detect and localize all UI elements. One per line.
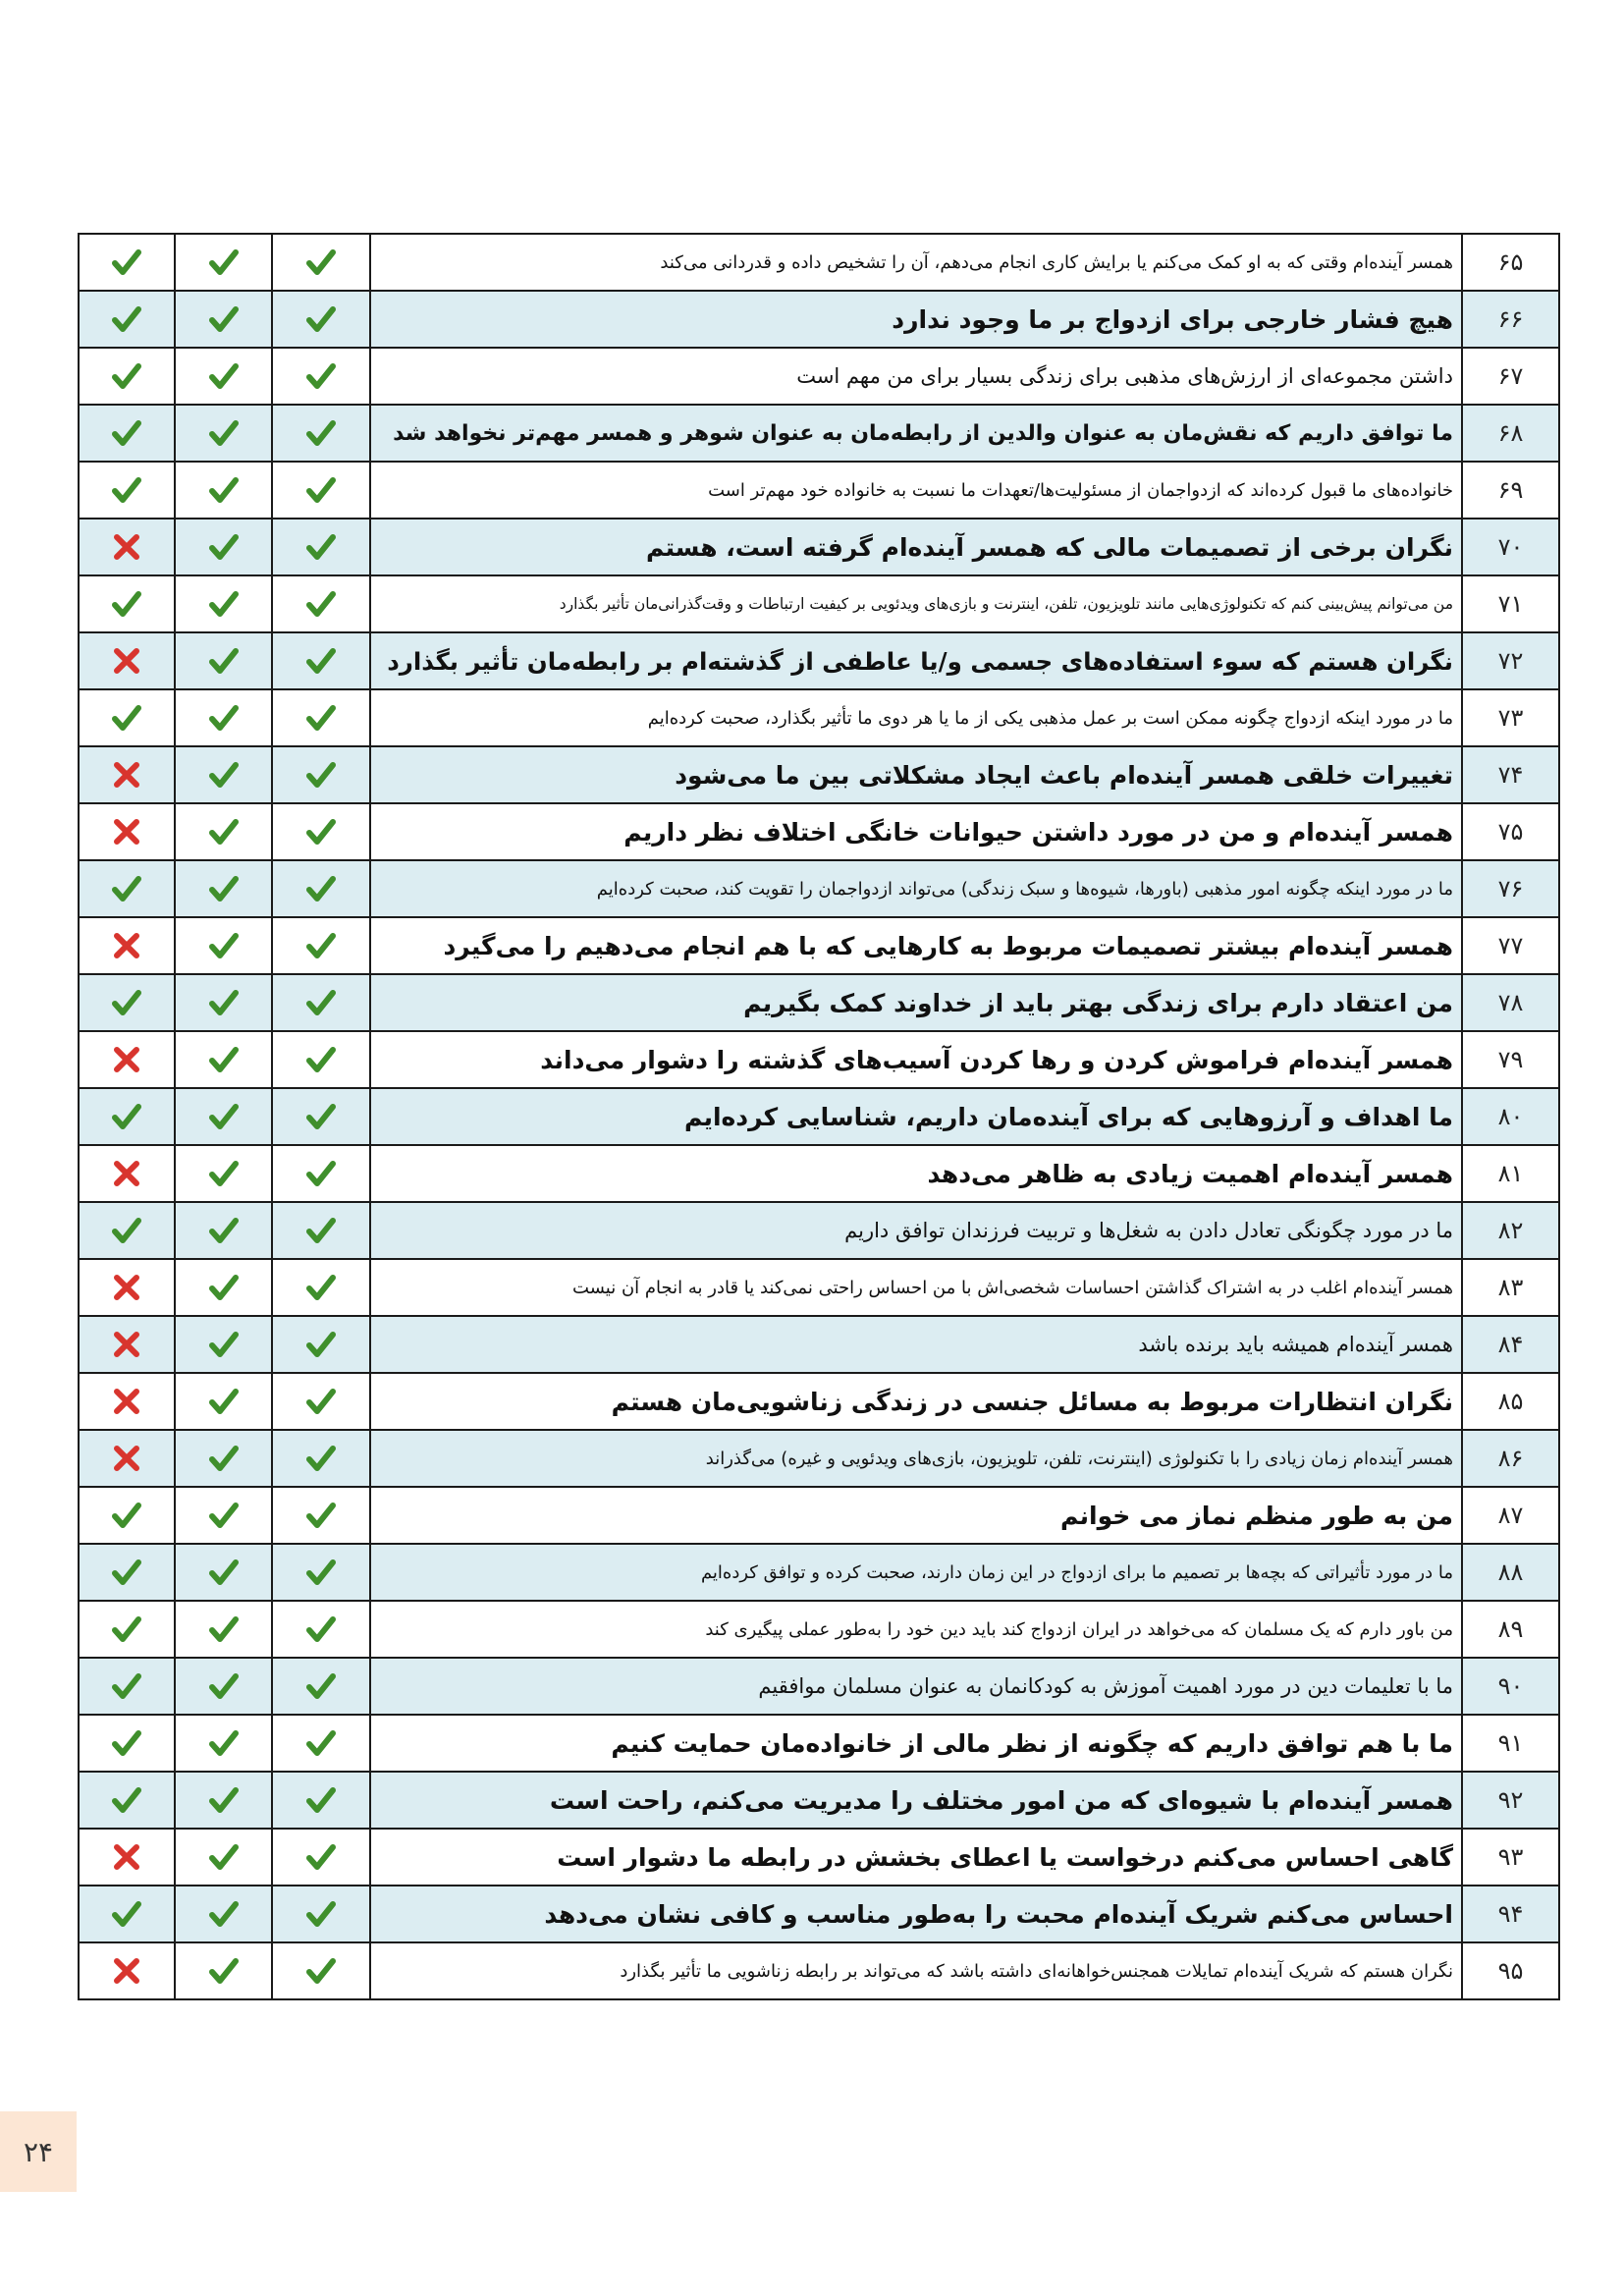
check-icon	[207, 1442, 241, 1475]
cross-icon	[110, 1157, 143, 1190]
check-icon	[304, 1442, 338, 1475]
mark-cell-2	[175, 1772, 272, 1829]
check-icon	[207, 530, 241, 564]
mark-cell-3	[272, 1487, 370, 1544]
mark-cell-2	[175, 291, 272, 348]
row-number: ۸۱	[1462, 1145, 1559, 1202]
check-icon	[110, 1499, 143, 1532]
mark-cell-2	[175, 974, 272, 1031]
table-row	[79, 1942, 1559, 1999]
table-row	[79, 1658, 1559, 1715]
check-icon	[207, 1328, 241, 1361]
table-row	[79, 405, 1559, 462]
check-icon	[304, 872, 338, 905]
mark-cell-3	[272, 405, 370, 462]
mark-cell-2	[175, 1715, 272, 1772]
mark-cell-1	[79, 234, 175, 291]
statement-text: همسر آینده‌ام با شیوه‌ای که من امور مختلف را مدیریت می‌کنم، راحت است	[370, 1772, 1462, 1829]
check-icon	[304, 1157, 338, 1190]
check-icon	[304, 416, 338, 450]
table-row	[79, 917, 1559, 974]
mark-cell-2	[175, 1373, 272, 1430]
check-icon	[207, 1499, 241, 1532]
row-number: ۹۴	[1462, 1886, 1559, 1942]
statement-text: ما در مورد اینکه چگونه امور مذهبی (باورها، شیوه‌ها و سبک زندگی) می‌تواند ازدواجمان را تقویت کند، صحبت کرده‌ایم	[370, 860, 1462, 917]
check-icon	[304, 1271, 338, 1304]
check-icon	[304, 701, 338, 735]
check-icon	[304, 1840, 338, 1874]
check-icon	[207, 929, 241, 962]
table-row	[79, 234, 1559, 291]
mark-cell-1	[79, 1601, 175, 1658]
row-number: ۷۸	[1462, 974, 1559, 1031]
mark-cell-1	[79, 1544, 175, 1601]
check-icon	[110, 1669, 143, 1703]
mark-cell-1	[79, 1259, 175, 1316]
mark-cell-3	[272, 746, 370, 803]
table-row	[79, 1430, 1559, 1487]
mark-cell-3	[272, 348, 370, 405]
mark-cell-2	[175, 632, 272, 689]
mark-cell-1	[79, 1088, 175, 1145]
check-icon	[110, 1613, 143, 1646]
row-number: ۷۱	[1462, 575, 1559, 632]
mark-cell-1	[79, 1886, 175, 1942]
statement-text: من اعتقاد دارم برای زندگی بهتر باید از خداوند کمک بگیریم	[370, 974, 1462, 1031]
mark-cell-1	[79, 917, 175, 974]
mark-cell-3	[272, 1088, 370, 1145]
mark-cell-1	[79, 1715, 175, 1772]
statement-text: ما در مورد چگونگی تعادل دادن به شغل‌ها و تربیت فرزندان توافق داریم	[370, 1202, 1462, 1259]
statement-text: احساس می‌کنم شریک آینده‌ام محبت را به‌طور مناسب و کافی نشان می‌دهد	[370, 1886, 1462, 1942]
cross-icon	[110, 1442, 143, 1475]
table-row	[79, 1373, 1559, 1430]
row-number: ۸۴	[1462, 1316, 1559, 1373]
mark-cell-3	[272, 974, 370, 1031]
mark-cell-2	[175, 462, 272, 519]
table-row	[79, 1886, 1559, 1942]
check-icon	[304, 1100, 338, 1133]
table-row	[79, 1601, 1559, 1658]
check-icon	[304, 530, 338, 564]
table-row	[79, 803, 1559, 860]
row-number: ۷۹	[1462, 1031, 1559, 1088]
row-number: ۸۸	[1462, 1544, 1559, 1601]
statement-text: من باور دارم که یک مسلمان که می‌خواهد در ایران ازدواج کند باید دین خود را به‌طور عملی پیگیری کند	[370, 1601, 1462, 1658]
mark-cell-3	[272, 1544, 370, 1601]
table-row	[79, 462, 1559, 519]
cross-icon	[110, 758, 143, 792]
mark-cell-1	[79, 860, 175, 917]
mark-cell-3	[272, 689, 370, 746]
row-number: ۶۵	[1462, 234, 1559, 291]
check-icon	[110, 302, 143, 336]
mark-cell-2	[175, 860, 272, 917]
check-icon	[110, 1556, 143, 1589]
table-row	[79, 974, 1559, 1031]
check-icon	[304, 473, 338, 507]
mark-cell-2	[175, 1942, 272, 1999]
statement-text: تغییرات خلقی همسر آینده‌ام باعث ایجاد مشکلاتی بین ما می‌شود	[370, 746, 1462, 803]
mark-cell-3	[272, 803, 370, 860]
row-number: ۷۷	[1462, 917, 1559, 974]
row-number: ۶۶	[1462, 291, 1559, 348]
check-icon	[207, 701, 241, 735]
row-number: ۷۴	[1462, 746, 1559, 803]
table-row	[79, 1772, 1559, 1829]
mark-cell-1	[79, 974, 175, 1031]
mark-cell-1	[79, 1145, 175, 1202]
mark-cell-1	[79, 1202, 175, 1259]
mark-cell-2	[175, 1202, 272, 1259]
check-icon	[110, 246, 143, 279]
row-number: ۹۰	[1462, 1658, 1559, 1715]
statement-text: خانواده‌های ما قبول کرده‌اند که ازدواجمان از مسئولیت‌ها/تعهدات ما نسبت به خانواده خود مهم‌تر است	[370, 462, 1462, 519]
mark-cell-1	[79, 689, 175, 746]
row-number: ۹۱	[1462, 1715, 1559, 1772]
mark-cell-1	[79, 1373, 175, 1430]
row-number: ۸۷	[1462, 1487, 1559, 1544]
mark-cell-3	[272, 632, 370, 689]
check-icon	[304, 246, 338, 279]
check-icon	[110, 416, 143, 450]
row-number: ۸۵	[1462, 1373, 1559, 1430]
row-number: ۷۶	[1462, 860, 1559, 917]
table-row	[79, 1316, 1559, 1373]
mark-cell-3	[272, 1202, 370, 1259]
check-icon	[304, 1897, 338, 1931]
mark-cell-3	[272, 1145, 370, 1202]
check-icon	[207, 1271, 241, 1304]
check-icon	[207, 1100, 241, 1133]
mark-cell-3	[272, 462, 370, 519]
statement-text: همسر آینده‌ام بیشتر تصمیمات مربوط به کارهایی که با هم انجام می‌دهیم را می‌گیرد	[370, 917, 1462, 974]
statement-text: من می‌توانم پیش‌بینی کنم که تکنولوژی‌هایی مانند تلویزیون، تلفن، اینترنت و بازی‌های ویدئویی بر کیفیت ارتباطات و وقت‌گذرانی‌مان تأثیر بگذارد	[370, 575, 1462, 632]
mark-cell-1	[79, 632, 175, 689]
cross-icon	[110, 1840, 143, 1874]
row-number: ۶۷	[1462, 348, 1559, 405]
check-icon	[304, 1214, 338, 1247]
cross-icon	[110, 1954, 143, 1988]
mark-cell-2	[175, 803, 272, 860]
row-number: ۶۹	[1462, 462, 1559, 519]
statement-text: ما در مورد تأثیراتی که بچه‌ها بر تصمیم ما برای ازدواج در این زمان دارند، صحبت کرده و توافق کرده‌ایم	[370, 1544, 1462, 1601]
row-number: ۷۳	[1462, 689, 1559, 746]
check-icon	[304, 929, 338, 962]
mark-cell-3	[272, 917, 370, 974]
table-row	[79, 519, 1559, 575]
mark-cell-2	[175, 519, 272, 575]
check-icon	[207, 1613, 241, 1646]
cross-icon	[110, 1328, 143, 1361]
check-icon	[207, 473, 241, 507]
statement-text: همسر آینده‌ام اغلب در به اشتراک گذاشتن احساسات شخصی‌اش با من احساس راحتی نمی‌کند یا قادر به انجام آن نیست	[370, 1259, 1462, 1316]
statement-text: همسر آینده‌ام اهمیت زیادی به ظاهر می‌دهد	[370, 1145, 1462, 1202]
mark-cell-1	[79, 1942, 175, 1999]
check-icon	[207, 1385, 241, 1418]
mark-cell-3	[272, 1942, 370, 1999]
mark-cell-1	[79, 803, 175, 860]
mark-cell-2	[175, 746, 272, 803]
mark-cell-2	[175, 1829, 272, 1886]
row-number: ۸۹	[1462, 1601, 1559, 1658]
mark-cell-1	[79, 746, 175, 803]
statement-text: ما در مورد اینکه ازدواج چگونه ممکن است بر عمل مذهبی یکی از ما یا هر دوی ما تأثیر بگذارد، صحبت کرده‌ایم	[370, 689, 1462, 746]
check-icon	[304, 1669, 338, 1703]
table-row	[79, 1829, 1559, 1886]
statement-text: نگران هستم که شریک آینده‌ام تمایلات همجنس‌خواهانه‌ای داشته باشد که می‌تواند بر رابطه زناشویی ما تأثیر بگذارد	[370, 1942, 1462, 1999]
statement-text: ما با تعلیمات دین در مورد اهمیت آموزش به کودکانمان به عنوان مسلمان موافقیم	[370, 1658, 1462, 1715]
check-icon	[207, 1726, 241, 1760]
table-row	[79, 1259, 1559, 1316]
table-row	[79, 1544, 1559, 1601]
statement-text: همسر آینده‌ام و من در مورد داشتن حیوانات خانگی اختلاف نظر داریم	[370, 803, 1462, 860]
check-icon	[207, 1556, 241, 1589]
mark-cell-2	[175, 1544, 272, 1601]
mark-cell-2	[175, 405, 272, 462]
table-row	[79, 1487, 1559, 1544]
statement-text: همسر آینده‌ام زمان زیادی را با تکنولوژی (اینترنت، تلفن، تلویزیون، بازی‌های ویدئویی و غیره) می‌گذراند	[370, 1430, 1462, 1487]
row-number: ۸۲	[1462, 1202, 1559, 1259]
check-icon	[110, 473, 143, 507]
check-icon	[207, 1043, 241, 1076]
mark-cell-2	[175, 1658, 272, 1715]
row-number: ۷۲	[1462, 632, 1559, 689]
mark-cell-1	[79, 291, 175, 348]
check-icon	[304, 986, 338, 1019]
cross-icon	[110, 530, 143, 564]
check-icon	[304, 1556, 338, 1589]
mark-cell-1	[79, 519, 175, 575]
statement-text: ما با هم توافق داریم که چگونه از نظر مالی از خانواده‌مان حمایت کنیم	[370, 1715, 1462, 1772]
check-icon	[207, 758, 241, 792]
check-icon	[304, 1499, 338, 1532]
row-number: ۸۶	[1462, 1430, 1559, 1487]
mark-cell-3	[272, 1772, 370, 1829]
check-icon	[304, 587, 338, 621]
mark-cell-3	[272, 1316, 370, 1373]
mark-cell-2	[175, 575, 272, 632]
table-row	[79, 632, 1559, 689]
cross-icon	[110, 929, 143, 962]
table-row	[79, 1202, 1559, 1259]
table-row	[79, 689, 1559, 746]
mark-cell-3	[272, 860, 370, 917]
mark-cell-2	[175, 1145, 272, 1202]
statement-text: همسر آینده‌ام همیشه باید برنده باشد	[370, 1316, 1462, 1373]
table-row	[79, 1088, 1559, 1145]
check-icon	[304, 1726, 338, 1760]
mark-cell-2	[175, 689, 272, 746]
check-icon	[110, 359, 143, 393]
page-number: ۲۴	[0, 2111, 77, 2192]
mark-cell-2	[175, 1259, 272, 1316]
check-icon	[207, 587, 241, 621]
check-icon	[110, 1726, 143, 1760]
row-number: ۷۰	[1462, 519, 1559, 575]
mark-cell-3	[272, 1031, 370, 1088]
questionnaire-table	[78, 233, 1560, 2000]
row-number: ۹۳	[1462, 1829, 1559, 1886]
check-icon	[110, 1783, 143, 1817]
table-row	[79, 575, 1559, 632]
check-icon	[110, 872, 143, 905]
row-number: ۷۵	[1462, 803, 1559, 860]
table-row	[79, 291, 1559, 348]
check-icon	[207, 644, 241, 678]
table-row	[79, 1145, 1559, 1202]
mark-cell-1	[79, 575, 175, 632]
mark-cell-3	[272, 1373, 370, 1430]
check-icon	[207, 1783, 241, 1817]
check-icon	[207, 416, 241, 450]
row-number: ۸۰	[1462, 1088, 1559, 1145]
check-icon	[304, 644, 338, 678]
check-icon	[110, 1214, 143, 1247]
mark-cell-1	[79, 1829, 175, 1886]
mark-cell-2	[175, 1430, 272, 1487]
statement-text: نگران برخی از تصمیمات مالی که همسر آینده‌ام گرفته است، هستم	[370, 519, 1462, 575]
mark-cell-1	[79, 1031, 175, 1088]
check-icon	[110, 1897, 143, 1931]
check-icon	[207, 1840, 241, 1874]
mark-cell-3	[272, 291, 370, 348]
statement-text: گاهی احساس می‌کنم درخواست یا اعطای بخشش در رابطه ما دشوار است	[370, 1829, 1462, 1886]
check-icon	[207, 1954, 241, 1988]
mark-cell-2	[175, 1487, 272, 1544]
mark-cell-1	[79, 1772, 175, 1829]
check-icon	[207, 815, 241, 848]
check-icon	[207, 986, 241, 1019]
statement-text: همسر آینده‌ام وقتی که به او کمک می‌کنم یا برایش کاری انجام می‌دهم، آن را تشخیص داده و قدردانی می‌کند	[370, 234, 1462, 291]
row-number: ۹۵	[1462, 1942, 1559, 1999]
statement-text: داشتن مجموعه‌ای از ارزش‌های مذهبی برای زندگی بسیار برای من مهم است	[370, 348, 1462, 405]
mark-cell-2	[175, 917, 272, 974]
mark-cell-2	[175, 1601, 272, 1658]
mark-cell-3	[272, 1658, 370, 1715]
mark-cell-3	[272, 1886, 370, 1942]
check-icon	[304, 359, 338, 393]
check-icon	[110, 986, 143, 1019]
check-icon	[304, 302, 338, 336]
check-icon	[207, 359, 241, 393]
mark-cell-3	[272, 1601, 370, 1658]
cross-icon	[110, 815, 143, 848]
check-icon	[304, 1043, 338, 1076]
mark-cell-3	[272, 575, 370, 632]
cross-icon	[110, 1043, 143, 1076]
table-row	[79, 348, 1559, 405]
check-icon	[207, 246, 241, 279]
check-icon	[110, 587, 143, 621]
check-icon	[304, 1954, 338, 1988]
mark-cell-2	[175, 1316, 272, 1373]
cross-icon	[110, 1385, 143, 1418]
check-icon	[304, 1385, 338, 1418]
mark-cell-1	[79, 1658, 175, 1715]
table-row	[79, 746, 1559, 803]
mark-cell-2	[175, 1088, 272, 1145]
table-row	[79, 1031, 1559, 1088]
row-number: ۸۳	[1462, 1259, 1559, 1316]
mark-cell-2	[175, 1031, 272, 1088]
row-number: ۹۲	[1462, 1772, 1559, 1829]
check-icon	[304, 815, 338, 848]
mark-cell-1	[79, 405, 175, 462]
check-icon	[207, 1214, 241, 1247]
mark-cell-1	[79, 1316, 175, 1373]
check-icon	[207, 1157, 241, 1190]
mark-cell-3	[272, 1829, 370, 1886]
check-icon	[304, 758, 338, 792]
mark-cell-3	[272, 1259, 370, 1316]
mark-cell-1	[79, 462, 175, 519]
cross-icon	[110, 1271, 143, 1304]
mark-cell-1	[79, 1430, 175, 1487]
mark-cell-3	[272, 1430, 370, 1487]
check-icon	[110, 701, 143, 735]
mark-cell-2	[175, 348, 272, 405]
statement-text: من به طور منظم نماز می خوانم	[370, 1487, 1462, 1544]
mark-cell-2	[175, 234, 272, 291]
statement-text: همسر آینده‌ام فراموش کردن و رها کردن آسیب‌های گذشته را دشوار می‌داند	[370, 1031, 1462, 1088]
table-row	[79, 1715, 1559, 1772]
mark-cell-1	[79, 348, 175, 405]
table-row	[79, 860, 1559, 917]
row-number: ۶۸	[1462, 405, 1559, 462]
questionnaire-rows	[79, 234, 1559, 1999]
mark-cell-3	[272, 519, 370, 575]
check-icon	[207, 1669, 241, 1703]
statement-text: ما توافق داریم که نقش‌مان به عنوان والدین از رابطه‌مان به عنوان شوهر و همسر مهم‌تر نخواهد شد	[370, 405, 1462, 462]
statement-text: ما اهداف و آرزوهایی که برای آینده‌مان داریم، شناسایی کرده‌ایم	[370, 1088, 1462, 1145]
check-icon	[304, 1328, 338, 1361]
cross-icon	[110, 644, 143, 678]
statement-text: هیچ فشار خارجی برای ازدواج بر ما وجود ندارد	[370, 291, 1462, 348]
mark-cell-1	[79, 1487, 175, 1544]
mark-cell-2	[175, 1886, 272, 1942]
statement-text: نگران هستم که سوء استفاده‌های جسمی و/یا عاطفی از گذشته‌ام بر رابطه‌مان تأثیر بگذارد	[370, 632, 1462, 689]
check-icon	[207, 872, 241, 905]
check-icon	[207, 1897, 241, 1931]
check-icon	[304, 1613, 338, 1646]
mark-cell-3	[272, 234, 370, 291]
check-icon	[207, 302, 241, 336]
check-icon	[110, 1100, 143, 1133]
statement-text: نگران انتظارات مربوط به مسائل جنسی در زندگی زناشویی‌مان هستم	[370, 1373, 1462, 1430]
check-icon	[304, 1783, 338, 1817]
mark-cell-3	[272, 1715, 370, 1772]
